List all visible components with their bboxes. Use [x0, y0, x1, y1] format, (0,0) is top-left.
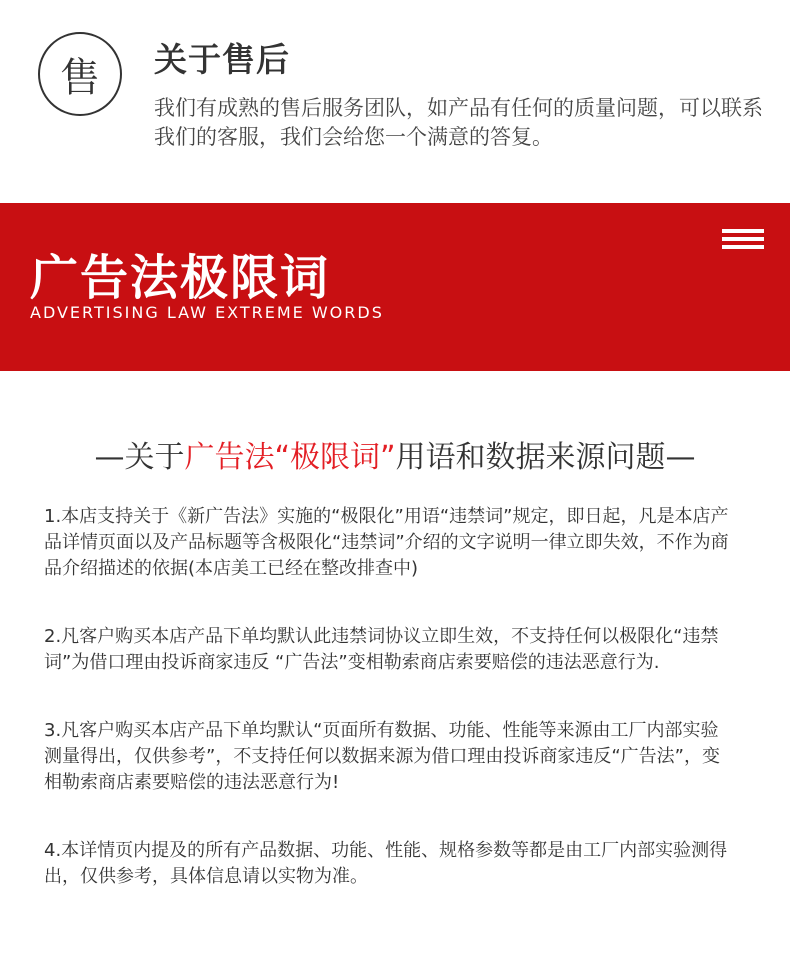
banner-subtitle: ADVERTISING LAW EXTREME WORDS	[30, 303, 384, 322]
after-sale-description: 我们有成熟的售后服务团队，如产品有任何的质量问题，可以联系我们的客服，我们会给您一个满意的答复。	[154, 96, 763, 149]
notice-item: 3.凡客户购买本店产品下单均默认“页面所有数据、功能、性能等来源由工厂内部实验测量得出，仅供参考”，不支持任何以数据来源为借口理由投诉商家违反“广告法”，变相勒索商店素要赔偿的违法恶意行为!	[44, 720, 720, 793]
notice-item: 2.凡客户购买本店产品下单均默认此违禁词协议立即生效，不支持任何以极限化“违禁词”为借口理由投诉商家违反 “广告法”变相勒索商店索要赔偿的违法恶意行为.	[44, 626, 719, 673]
notice-item: 4.本详情页内提及的所有产品数据、功能、性能、规格参数等都是由工厂内部实验测得出，仅供参考，具体信息请以实物为准。	[44, 840, 728, 887]
heading-highlight: 广告法“极限词”	[184, 440, 396, 475]
heading-prefix: —关于	[94, 440, 185, 475]
after-sale-icon: 售	[38, 32, 122, 116]
after-sale-section	[0, 0, 790, 200]
after-sale-title: 关于售后	[154, 40, 290, 79]
notice-list	[44, 504, 734, 932]
banner-title: 广告法极限词	[30, 250, 331, 306]
ad-law-banner	[0, 203, 790, 371]
menu-icon[interactable]	[722, 229, 764, 251]
section-heading	[0, 432, 790, 476]
notice-item: 1.本店支持关于《新广告法》实施的“极限化”用语“违禁词”规定，即日起，凡是本店产品详情页面以及产品标题等含极限化“违禁词”介绍的文字说明一律立即失效，不作为商品介绍描述的依据(本店美工已经在整改排查中)	[44, 506, 729, 579]
heading-suffix: 用语和数据来源问题—	[395, 440, 696, 475]
